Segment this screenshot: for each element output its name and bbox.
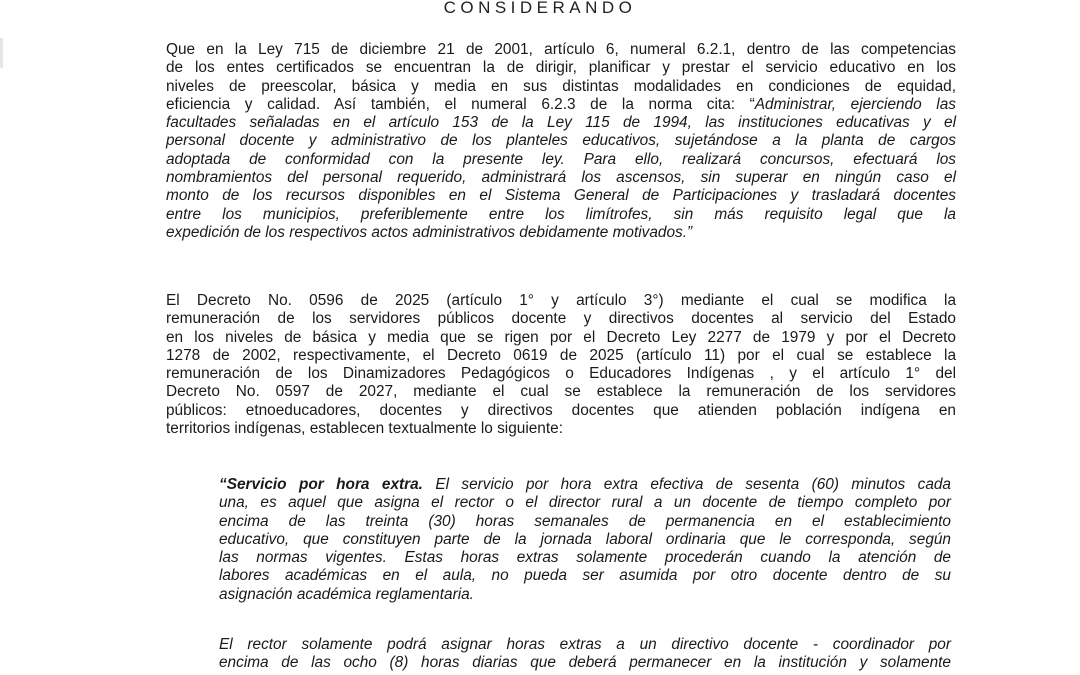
text-run: facultades señaladas en el artículo 153 de la Ley 115 de 1994, las instituciones educativas y el	[166, 114, 956, 132]
text-line: en los niveles de básica y media que se rigen por el Decreto Ley 2277 de 1979 y por el Decreto	[166, 328, 956, 346]
text-run: niveles de preescolar, básica y media en sus distintas modalidades en condiciones de equidad,	[166, 77, 956, 95]
text-run: asignación académica reglamentaria.	[219, 585, 474, 603]
text-line	[166, 206, 956, 224]
text-line: Decreto No. 0597 de 2027, mediante el cual se establece la remuneración de los servidores	[166, 383, 956, 401]
bold-lead: “Servicio por hora extra.	[219, 476, 423, 493]
italic-run: Administrar, ejerciendo las	[754, 95, 956, 113]
text-run: entre los municipios, preferiblemente entre los limítrofes, sin más requisito legal que la	[166, 205, 956, 223]
text-line	[166, 114, 956, 132]
text-run: encima de las treinta (30) horas semanales de permanencia en el establecimiento	[219, 512, 951, 530]
text-run: labores académicas en el aula, no pueda ser asumida por otro docente dentro de su	[219, 567, 951, 585]
text-run: de los entes certificados se encuentran la de dirigir, planificar y prestar el servicio educativo en los	[166, 59, 956, 77]
text-run: una, es aquel que asigna el rector o el director rural a un docente de tiempo completo por	[219, 494, 951, 512]
text-line: territorios indígenas, establecen textualmente lo siguiente:	[166, 420, 563, 438]
text-line	[166, 132, 956, 150]
text-line	[219, 549, 951, 567]
text-run: eficiencia y calidad. Así también, el numeral 6.2.3 de la norma cita: “	[166, 95, 755, 113]
text-line	[219, 513, 951, 531]
text-line: El Decreto No. 0596 de 2025 (artículo 1° y artículo 3°) mediante el cual se modifica la	[166, 292, 956, 309]
text-line	[219, 586, 951, 604]
quote-rector-horas-extras	[219, 636, 951, 673]
text-line	[166, 224, 956, 242]
text-run: las normas vigentes. Estas horas extras solamente procederán cuando la atención de	[219, 549, 951, 567]
text-line: El rector solamente podrá asignar horas extras a un directivo docente - coordinador por	[219, 636, 951, 653]
text-run: Que en la Ley 715 de diciembre 21 de 2001, artículo 6, numeral 6.2.1, dentro de las competencias	[166, 41, 956, 58]
text-line	[219, 567, 951, 585]
text-line	[166, 169, 956, 187]
section-heading: CONSIDERANDO	[443, 0, 637, 17]
text-line: públicos: etnoeducadores, docentes y directivos docentes que atienden población indígena en	[166, 401, 956, 419]
text-line	[166, 78, 956, 96]
text-run: expedición de los respectivos actos administrativos debidamente motivados.”	[166, 223, 693, 241]
text-line	[166, 96, 956, 114]
scan-edge-mark	[0, 38, 3, 68]
text-run: monto de los recursos disponibles en el Sistema General de Participaciones y trasladará docentes	[166, 187, 956, 205]
text-run: personal docente y administrativo de los planteles educativos, sujetándose a la planta de cargos	[166, 132, 956, 150]
text-line: remuneración de los Dinamizadores Pedagógicos o Educadores Indígenas , y el artículo 1° del	[166, 365, 956, 383]
text-line	[166, 59, 956, 77]
text-run: nombramientos del personal requerido, administrará los ascensos, sin superar en ningún caso el	[166, 169, 956, 187]
text-run: educativo, que constituyen parte de la jornada laboral ordinaria que le corresponda, según	[219, 530, 951, 548]
text-line	[166, 41, 956, 59]
text-line	[166, 187, 956, 205]
quote-servicio-hora-extra	[219, 476, 951, 604]
text-line	[219, 476, 951, 494]
text-run: El servicio por hora extra efectiva de sesenta (60) minutos cada	[422, 476, 951, 493]
text-line	[166, 151, 956, 169]
paragraph-decretos	[166, 292, 956, 438]
text-line: encima de las ocho (8) horas diarias que deberá permanecer en la institución y solamente	[219, 654, 951, 672]
text-line	[219, 531, 951, 549]
paragraph-ley-715	[166, 41, 956, 242]
text-line	[219, 494, 951, 512]
text-line: 1278 de 2002, respectivamente, el Decreto 0619 de 2025 (artículo 11) por el cual se establece la	[166, 346, 956, 364]
text-run: adoptada de conformidad con la presente ley. Para ello, realizará concursos, efectuará los	[166, 150, 956, 168]
text-line: remuneración de los servidores públicos docente y directivos docentes al servicio del Estado	[166, 310, 956, 328]
